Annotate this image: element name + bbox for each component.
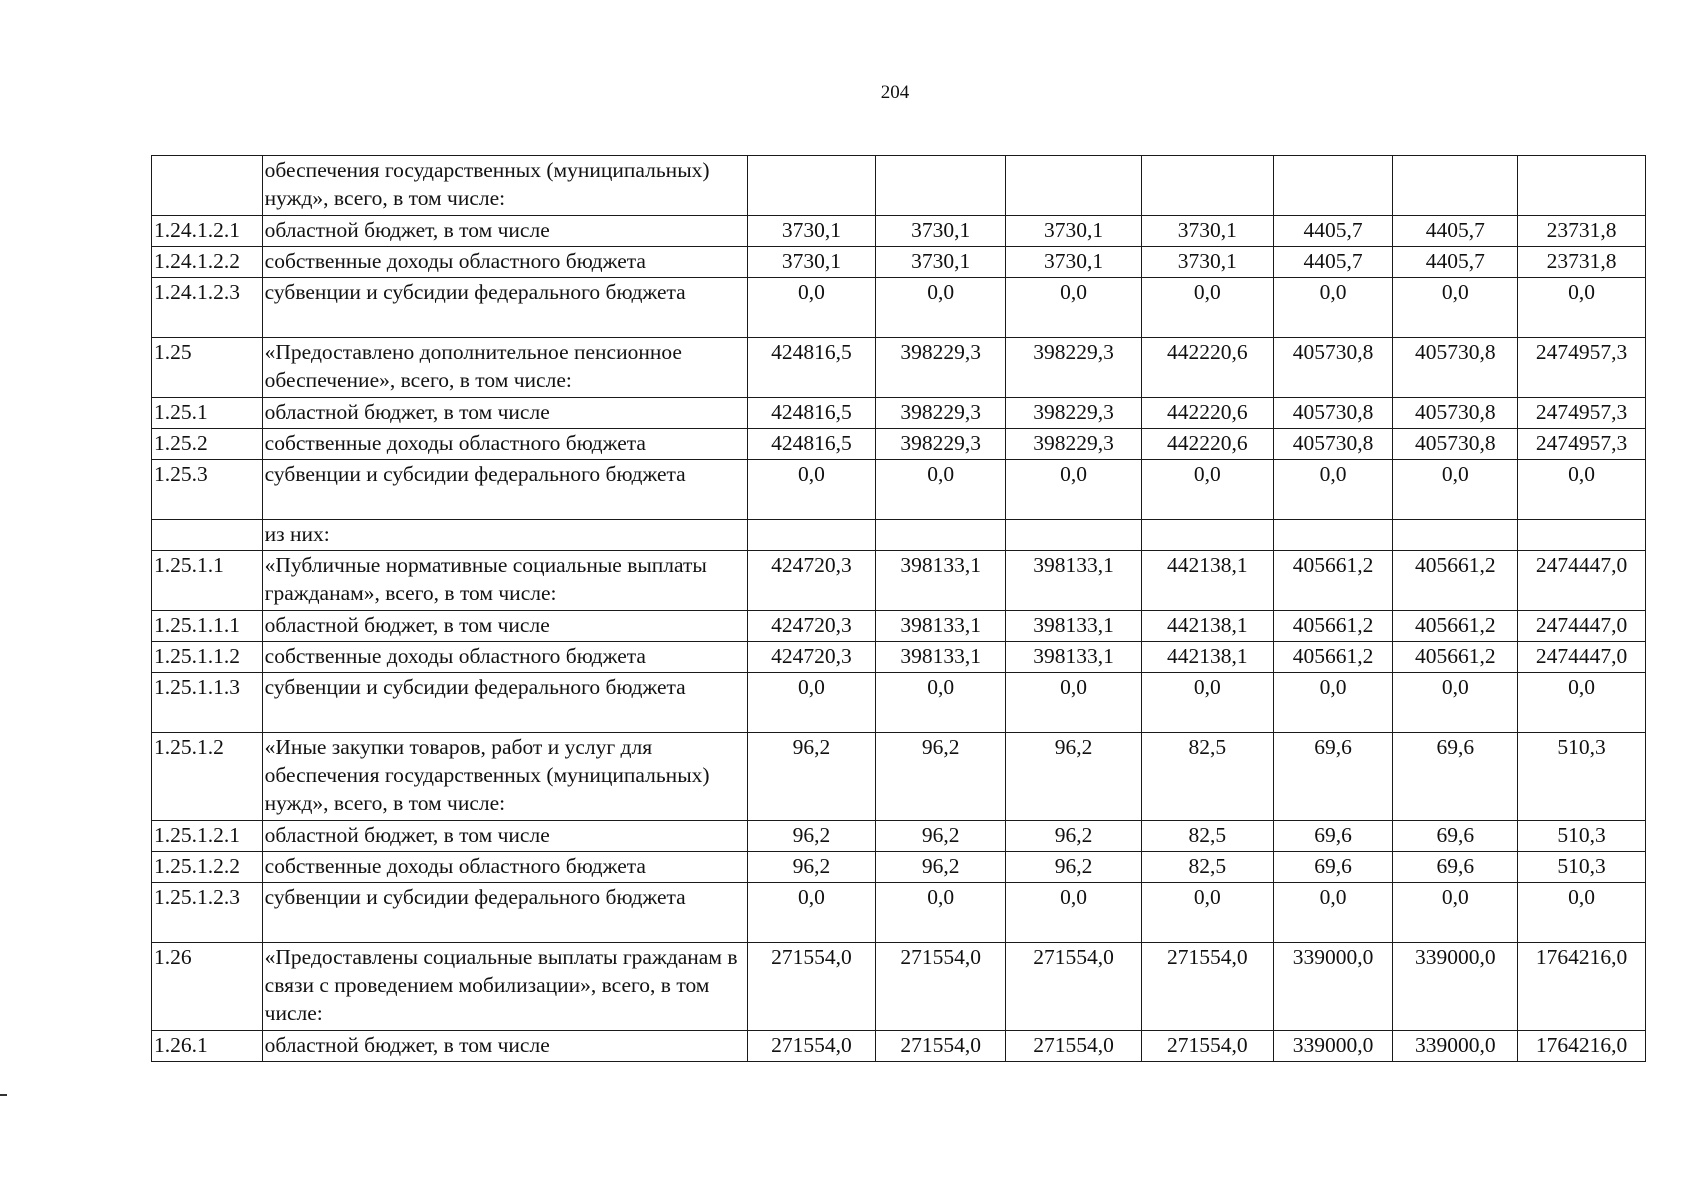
value-cell-6: 405661,2 xyxy=(1393,642,1518,673)
value-cell-4: 3730,1 xyxy=(1141,247,1273,278)
row-description-cell: субвенции и субсидии федерального бюджета xyxy=(262,460,747,520)
row-description-cell: собственные доходы областного бюджета xyxy=(262,852,747,883)
value-cell-3: 398229,3 xyxy=(1006,398,1142,429)
value-cell-1: 424720,3 xyxy=(747,611,876,642)
value-cell-3 xyxy=(1006,156,1142,216)
row-code-cell: 1.24.1.2.1 xyxy=(152,216,263,247)
table-row xyxy=(152,852,1646,883)
value-cell-4: 0,0 xyxy=(1141,278,1273,338)
value-cell-3: 96,2 xyxy=(1006,733,1142,821)
row-code-cell: 1.25.1.1.2 xyxy=(152,642,263,673)
value-cell-2: 271554,0 xyxy=(876,1031,1006,1062)
value-cell-1: 0,0 xyxy=(747,883,876,943)
value-cell-5: 0,0 xyxy=(1273,883,1393,943)
table-row xyxy=(152,1031,1646,1062)
table-row xyxy=(152,460,1646,520)
table-row xyxy=(152,821,1646,852)
value-cell-4: 442138,1 xyxy=(1141,611,1273,642)
value-cell-2: 0,0 xyxy=(876,673,1006,733)
value-cell-5: 405661,2 xyxy=(1273,551,1393,611)
row-code-cell: 1.25 xyxy=(152,338,263,398)
value-cell-3: 3730,1 xyxy=(1006,247,1142,278)
value-cell-6: 339000,0 xyxy=(1393,943,1518,1031)
value-cell-6: 69,6 xyxy=(1393,733,1518,821)
value-cell-6: 0,0 xyxy=(1393,673,1518,733)
value-cell-2: 398133,1 xyxy=(876,551,1006,611)
value-cell-1: 0,0 xyxy=(747,278,876,338)
value-cell-5 xyxy=(1273,156,1393,216)
value-cell-1: 3730,1 xyxy=(747,247,876,278)
row-code-cell: 1.26.1 xyxy=(152,1031,263,1062)
value-cell-5: 0,0 xyxy=(1273,460,1393,520)
value-cell-5: 69,6 xyxy=(1273,821,1393,852)
row-description-cell: областной бюджет, в том числе xyxy=(262,1031,747,1062)
value-cell-6: 4405,7 xyxy=(1393,247,1518,278)
value-cell-1: 424720,3 xyxy=(747,551,876,611)
row-description-cell: собственные доходы областного бюджета xyxy=(262,642,747,673)
table-row xyxy=(152,611,1646,642)
row-code-cell: 1.25.1.1.3 xyxy=(152,673,263,733)
value-cell-6: 405661,2 xyxy=(1393,611,1518,642)
value-cell-7: 0,0 xyxy=(1518,460,1646,520)
value-cell-5: 405661,2 xyxy=(1273,642,1393,673)
row-description-cell: областной бюджет, в том числе xyxy=(262,611,747,642)
value-cell-4: 442138,1 xyxy=(1141,642,1273,673)
table-row xyxy=(152,733,1646,821)
row-description-cell: «Публичные нормативные социальные выплаты гражданам», всего, в том числе: xyxy=(262,551,747,611)
value-cell-3: 398133,1 xyxy=(1006,611,1142,642)
table-row xyxy=(152,398,1646,429)
value-cell-4: 82,5 xyxy=(1141,821,1273,852)
row-code-cell: 1.25.1.1.1 xyxy=(152,611,263,642)
value-cell-4: 442220,6 xyxy=(1141,338,1273,398)
value-cell-2: 0,0 xyxy=(876,883,1006,943)
value-cell-2: 398133,1 xyxy=(876,611,1006,642)
row-description-cell: «Предоставлены социальные выплаты гражданам в связи с проведением мобилизации», всего, в том числе: xyxy=(262,943,747,1031)
table-row xyxy=(152,247,1646,278)
row-description-cell: «Предоставлено дополнительное пенсионное обеспечение», всего, в том числе: xyxy=(262,338,747,398)
value-cell-2: 398229,3 xyxy=(876,429,1006,460)
table-row xyxy=(152,673,1646,733)
value-cell-5: 0,0 xyxy=(1273,673,1393,733)
row-description-cell: областной бюджет, в том числе xyxy=(262,398,747,429)
value-cell-2: 398133,1 xyxy=(876,642,1006,673)
value-cell-3: 96,2 xyxy=(1006,852,1142,883)
value-cell-1: 271554,0 xyxy=(747,1031,876,1062)
value-cell-1: 3730,1 xyxy=(747,216,876,247)
value-cell-1: 96,2 xyxy=(747,852,876,883)
value-cell-2: 96,2 xyxy=(876,733,1006,821)
value-cell-4: 82,5 xyxy=(1141,852,1273,883)
value-cell-4: 0,0 xyxy=(1141,673,1273,733)
value-cell-3: 0,0 xyxy=(1006,673,1142,733)
value-cell-4: 0,0 xyxy=(1141,883,1273,943)
value-cell-5: 69,6 xyxy=(1273,733,1393,821)
value-cell-6: 4405,7 xyxy=(1393,216,1518,247)
table-row xyxy=(152,943,1646,1031)
value-cell-1: 0,0 xyxy=(747,460,876,520)
value-cell-1: 271554,0 xyxy=(747,943,876,1031)
row-description-cell: областной бюджет, в том числе xyxy=(262,821,747,852)
value-cell-4 xyxy=(1141,520,1273,551)
value-cell-1: 424816,5 xyxy=(747,398,876,429)
value-cell-2 xyxy=(876,156,1006,216)
row-code-cell: 1.25.1.2.1 xyxy=(152,821,263,852)
value-cell-7: 510,3 xyxy=(1518,733,1646,821)
value-cell-3: 271554,0 xyxy=(1006,943,1142,1031)
value-cell-5: 69,6 xyxy=(1273,852,1393,883)
row-description-cell: собственные доходы областного бюджета xyxy=(262,429,747,460)
table-row xyxy=(152,216,1646,247)
value-cell-7: 23731,8 xyxy=(1518,216,1646,247)
value-cell-6: 0,0 xyxy=(1393,278,1518,338)
value-cell-3: 398229,3 xyxy=(1006,429,1142,460)
row-description-cell: обеспечения государственных (муниципальных) нужд», всего, в том числе: xyxy=(262,156,747,216)
budget-table xyxy=(151,155,1646,1062)
value-cell-7: 2474957,3 xyxy=(1518,429,1646,460)
row-description-cell: из них: xyxy=(262,520,747,551)
value-cell-6: 0,0 xyxy=(1393,883,1518,943)
value-cell-4: 271554,0 xyxy=(1141,1031,1273,1062)
value-cell-7: 510,3 xyxy=(1518,821,1646,852)
value-cell-7: 0,0 xyxy=(1518,673,1646,733)
row-description-cell: субвенции и субсидии федерального бюджета xyxy=(262,673,747,733)
row-code-cell: 1.25.1.2.3 xyxy=(152,883,263,943)
row-code-cell: 1.25.1.2 xyxy=(152,733,263,821)
value-cell-6 xyxy=(1393,520,1518,551)
value-cell-3: 3730,1 xyxy=(1006,216,1142,247)
row-description-cell: областной бюджет, в том числе xyxy=(262,216,747,247)
value-cell-2: 0,0 xyxy=(876,460,1006,520)
value-cell-4: 3730,1 xyxy=(1141,216,1273,247)
value-cell-5: 405730,8 xyxy=(1273,429,1393,460)
value-cell-6: 405730,8 xyxy=(1393,338,1518,398)
value-cell-7: 1764216,0 xyxy=(1518,1031,1646,1062)
table-row xyxy=(152,551,1646,611)
value-cell-6: 0,0 xyxy=(1393,460,1518,520)
value-cell-1: 0,0 xyxy=(747,673,876,733)
value-cell-1 xyxy=(747,156,876,216)
row-code-cell xyxy=(152,520,263,551)
value-cell-3: 0,0 xyxy=(1006,883,1142,943)
table-row xyxy=(152,278,1646,338)
value-cell-2: 398229,3 xyxy=(876,338,1006,398)
table-row xyxy=(152,429,1646,460)
value-cell-7: 2474447,0 xyxy=(1518,551,1646,611)
value-cell-1: 424816,5 xyxy=(747,338,876,398)
value-cell-6: 69,6 xyxy=(1393,852,1518,883)
row-code-cell xyxy=(152,156,263,216)
value-cell-5: 4405,7 xyxy=(1273,216,1393,247)
value-cell-3: 0,0 xyxy=(1006,460,1142,520)
value-cell-5: 4405,7 xyxy=(1273,247,1393,278)
value-cell-3 xyxy=(1006,520,1142,551)
value-cell-2: 398229,3 xyxy=(876,398,1006,429)
table-row xyxy=(152,642,1646,673)
value-cell-4: 0,0 xyxy=(1141,460,1273,520)
value-cell-7: 2474957,3 xyxy=(1518,398,1646,429)
value-cell-2: 0,0 xyxy=(876,278,1006,338)
row-code-cell: 1.25.1.2.2 xyxy=(152,852,263,883)
value-cell-3: 398133,1 xyxy=(1006,551,1142,611)
value-cell-6: 405661,2 xyxy=(1393,551,1518,611)
value-cell-2: 96,2 xyxy=(876,821,1006,852)
value-cell-7: 510,3 xyxy=(1518,852,1646,883)
value-cell-6: 69,6 xyxy=(1393,821,1518,852)
table-body xyxy=(152,156,1646,1062)
value-cell-7: 0,0 xyxy=(1518,883,1646,943)
value-cell-7: 1764216,0 xyxy=(1518,943,1646,1031)
value-cell-7: 2474447,0 xyxy=(1518,611,1646,642)
value-cell-7: 2474447,0 xyxy=(1518,642,1646,673)
value-cell-6: 339000,0 xyxy=(1393,1031,1518,1062)
value-cell-4: 442220,6 xyxy=(1141,429,1273,460)
value-cell-5: 405730,8 xyxy=(1273,398,1393,429)
value-cell-7 xyxy=(1518,520,1646,551)
value-cell-6 xyxy=(1393,156,1518,216)
value-cell-1: 424816,5 xyxy=(747,429,876,460)
value-cell-1: 424720,3 xyxy=(747,642,876,673)
value-cell-7: 23731,8 xyxy=(1518,247,1646,278)
value-cell-1: 96,2 xyxy=(747,821,876,852)
value-cell-5: 339000,0 xyxy=(1273,943,1393,1031)
value-cell-1 xyxy=(747,520,876,551)
value-cell-3: 398229,3 xyxy=(1006,338,1142,398)
table-row xyxy=(152,883,1646,943)
value-cell-5 xyxy=(1273,520,1393,551)
scan-edge-mark xyxy=(0,1094,7,1096)
table-row xyxy=(152,156,1646,216)
row-description-cell: собственные доходы областного бюджета xyxy=(262,247,747,278)
value-cell-6: 405730,8 xyxy=(1393,398,1518,429)
value-cell-2: 3730,1 xyxy=(876,216,1006,247)
row-code-cell: 1.25.3 xyxy=(152,460,263,520)
row-code-cell: 1.25.1 xyxy=(152,398,263,429)
value-cell-2: 96,2 xyxy=(876,852,1006,883)
value-cell-3: 398133,1 xyxy=(1006,642,1142,673)
row-description-cell: субвенции и субсидии федерального бюджета xyxy=(262,883,747,943)
value-cell-5: 405661,2 xyxy=(1273,611,1393,642)
value-cell-4: 271554,0 xyxy=(1141,943,1273,1031)
row-code-cell: 1.26 xyxy=(152,943,263,1031)
value-cell-3: 271554,0 xyxy=(1006,1031,1142,1062)
value-cell-3: 96,2 xyxy=(1006,821,1142,852)
table-row xyxy=(152,520,1646,551)
row-description-cell: «Иные закупки товаров, работ и услуг для обеспечения государственных (муниципальных) нужд», всего, в том числе: xyxy=(262,733,747,821)
value-cell-4: 442138,1 xyxy=(1141,551,1273,611)
value-cell-4: 82,5 xyxy=(1141,733,1273,821)
value-cell-4 xyxy=(1141,156,1273,216)
row-description-cell: субвенции и субсидии федерального бюджета xyxy=(262,278,747,338)
row-code-cell: 1.25.1.1 xyxy=(152,551,263,611)
value-cell-2: 3730,1 xyxy=(876,247,1006,278)
value-cell-7: 0,0 xyxy=(1518,278,1646,338)
page-number: 204 xyxy=(880,82,910,103)
row-code-cell: 1.25.2 xyxy=(152,429,263,460)
value-cell-6: 405730,8 xyxy=(1393,429,1518,460)
value-cell-5: 405730,8 xyxy=(1273,338,1393,398)
value-cell-2: 271554,0 xyxy=(876,943,1006,1031)
row-code-cell: 1.24.1.2.3 xyxy=(152,278,263,338)
value-cell-2 xyxy=(876,520,1006,551)
row-code-cell: 1.24.1.2.2 xyxy=(152,247,263,278)
value-cell-7 xyxy=(1518,156,1646,216)
value-cell-5: 0,0 xyxy=(1273,278,1393,338)
value-cell-4: 442220,6 xyxy=(1141,398,1273,429)
value-cell-5: 339000,0 xyxy=(1273,1031,1393,1062)
value-cell-1: 96,2 xyxy=(747,733,876,821)
table-row xyxy=(152,338,1646,398)
value-cell-3: 0,0 xyxy=(1006,278,1142,338)
value-cell-7: 2474957,3 xyxy=(1518,338,1646,398)
